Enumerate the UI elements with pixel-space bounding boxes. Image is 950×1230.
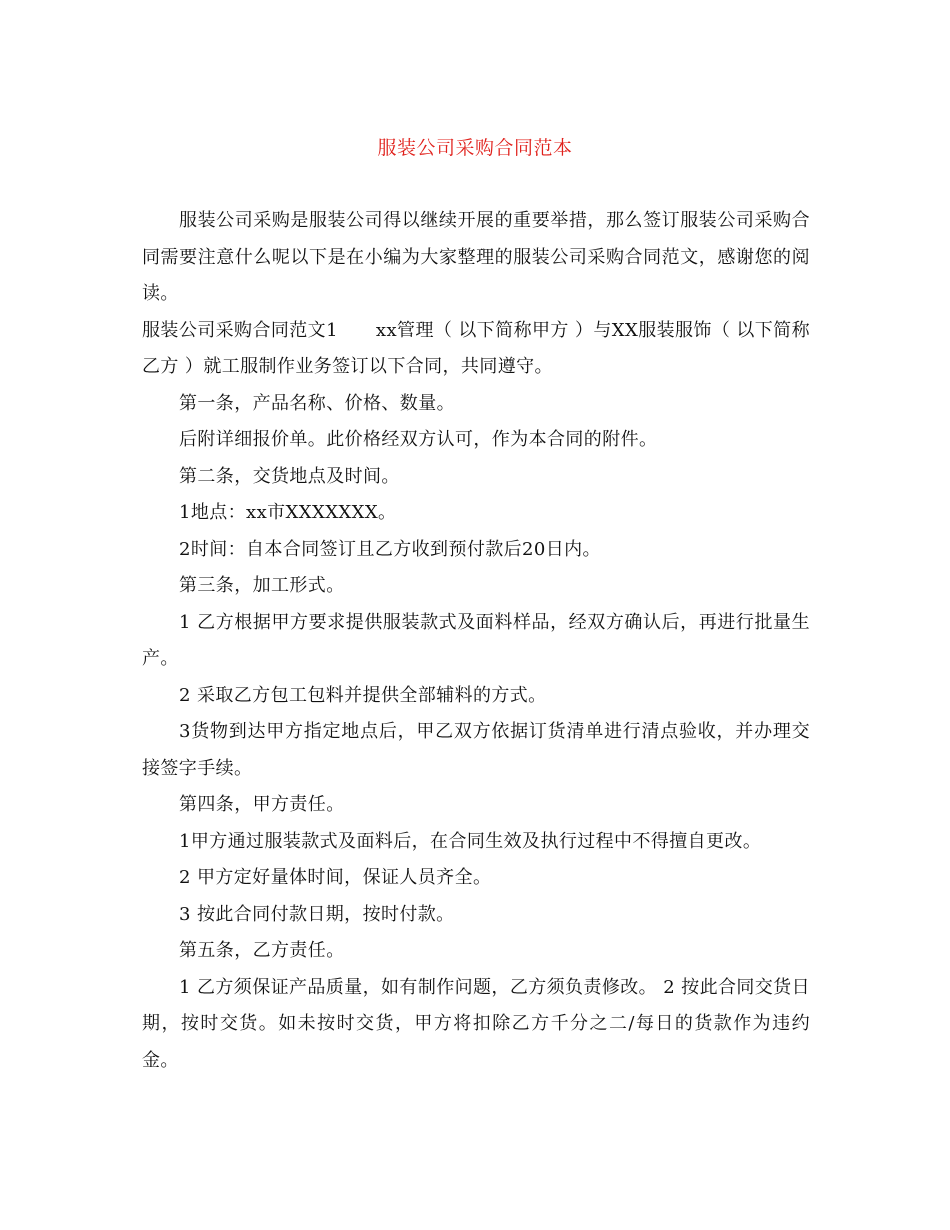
article-2-heading: 第二条，交货地点及时间。 xyxy=(179,465,400,487)
article-1-text: 后附详细报价单。此价格经双方认可，作为本合同的附件。 xyxy=(179,429,658,450)
sample-heading: 服装公司采购合同范文1 xyxy=(142,319,338,341)
article-5-heading: 第五条，乙方责任。 xyxy=(179,940,345,961)
sample-opening-paragraph xyxy=(142,313,810,386)
article-4-item-3: 3 按此合同付款日期，按时付款。 xyxy=(179,903,455,925)
article-4-item-1: 1甲方通过服装款式及面料后，在合同生效及执行过程中不得擅自更改。 xyxy=(179,830,762,852)
article-5-item-1: 1 乙方须保证产品质量，如有制作问题，乙方须负责修改。 2 按此合同交货日期，按时交货。如未按时交货，甲方将扣除乙方千分之二/每日的货款作为违约金。 xyxy=(142,976,810,1071)
article-2-item-2: 2时间：自本合同签订且乙方收到预付款后20日内。 xyxy=(179,538,601,560)
article-2-item-1: 1地点：xx市XXXXXXX。 xyxy=(179,502,397,523)
article-3-heading: 第三条，加工形式。 xyxy=(179,575,345,596)
document-body xyxy=(142,203,810,1079)
document-title: 服装公司采购合同范本 xyxy=(377,137,573,159)
article-4-heading: 第四条，甲方责任。 xyxy=(179,794,345,815)
article-3-item-3: 3货物到达甲方指定地点后，甲乙双方依据订货清单进行清点验收，并办理交接签字手续。 xyxy=(142,721,810,779)
intro-paragraph: 服装公司采购是服装公司得以继续开展的重要举措，那么签订服装公司采购合同需要注意什么呢以下是在小编为大家整理的服装公司采购合同范文，感谢您的阅读。 xyxy=(142,210,810,304)
article-3-item-1: 1 乙方根据甲方要求提供服装款式及面料样品，经双方确认后，再进行批量生产。 xyxy=(142,611,810,669)
sample-opening-text: xx管理（ 以下简称甲方 ）与XX服装服饰（ 以下简称乙方 ）就工服制作业务签订以下合同，共同遵守。 xyxy=(142,319,810,377)
article-4-item-2: 2 甲方定好量体时间，保证人员齐全。 xyxy=(179,867,492,888)
article-1-heading: 第一条，产品名称、价格、数量。 xyxy=(179,392,455,414)
article-3-item-2: 2 采取乙方包工包料并提供全部辅料的方式。 xyxy=(179,684,547,706)
